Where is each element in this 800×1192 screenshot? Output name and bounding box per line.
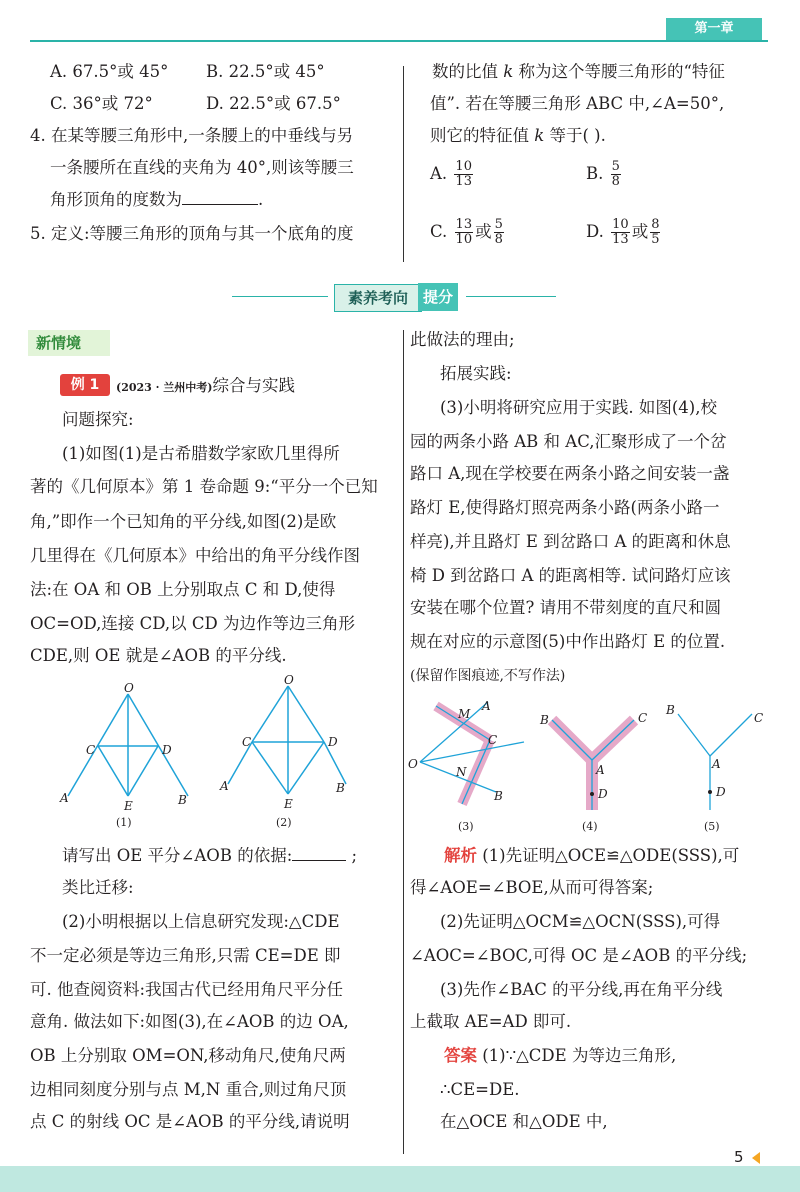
- left-para2-2: (2)小明根据以上信息研究发现:△CDE: [62, 912, 340, 931]
- section-banner: [334, 284, 458, 310]
- svg-text:A: A: [220, 779, 229, 793]
- analysis-line6: 上截取 AE=AD 即可.: [410, 1012, 572, 1031]
- figure-3: [408, 696, 532, 836]
- left-para-2: 著的《几何原本》第 1 卷命题 9:“平分一个已知: [30, 477, 378, 496]
- svg-text:B: B: [494, 789, 503, 803]
- svg-text:O: O: [284, 673, 294, 687]
- q5-option-b: B. $\frac{5}{8}$: [586, 159, 620, 189]
- banner-line-left: [232, 296, 328, 297]
- analysis-line2: 得∠AOE=∠BOE,从而可得答案;: [410, 878, 654, 897]
- option-c: C. 36°或 72°: [50, 94, 153, 113]
- example-heading: (2023 · 兰州中考)综合与实践: [116, 376, 296, 395]
- q5-option-a: A. $\frac{10}{13}$: [430, 159, 472, 189]
- svg-text:E: E: [124, 799, 133, 813]
- svg-text:A: A: [482, 699, 491, 713]
- right-para-6: 样亮),并且路灯 E 到岔路口 A 的距离和休息: [410, 532, 731, 551]
- right-para-7: 椅 D 到岔路口 A 的距离相等. 试问路灯应该: [410, 566, 731, 585]
- q5-option-c: C. $\frac{13}{10}$ 或 $\frac{5}{8}$: [430, 217, 503, 247]
- left-para-1: (1)如图(1)是古希腊数学家欧几里得所: [62, 444, 340, 463]
- svg-text:C: C: [488, 733, 498, 747]
- svg-text:D: D: [716, 785, 726, 799]
- figure-2: [218, 673, 348, 831]
- right-para-2: (3)小明将研究应用于实践. 如图(4),校: [440, 398, 717, 417]
- left-para2-3: 不一定必须是等边三角形,只需 CE=DE 即: [30, 946, 341, 965]
- svg-text:(1): (1): [116, 816, 132, 829]
- example-badge: 例 1: [60, 374, 110, 396]
- svg-text:C: C: [86, 743, 96, 757]
- right-para-9: 规在对应的示意图(5)中作出路灯 E 的位置.: [410, 632, 726, 651]
- svg-text:B: B: [178, 793, 187, 807]
- right-para-4: 路口 A,现在学校要在两条小路之间安装一盏: [410, 464, 730, 483]
- banner-part1: 素养考向: [334, 284, 422, 312]
- svg-text:N: N: [456, 765, 467, 779]
- section-tag: 新情境: [28, 330, 110, 356]
- svg-text:D: D: [162, 743, 172, 757]
- banner-line-right: [466, 296, 556, 297]
- svg-text:D: D: [598, 787, 608, 801]
- page-arrow-icon: [752, 1152, 760, 1164]
- q5-line4: 则它的特征值 k 等于( ).: [430, 126, 606, 145]
- left-para-3: 角,”即作一个已知角的平分线,如图(2)是欧: [30, 512, 337, 531]
- svg-text:D: D: [328, 735, 338, 749]
- right-para-3: 园的两条小路 AB 和 AC,汇聚形成了一个岔: [410, 432, 727, 451]
- answer-line3: 在△OCE 和△ODE 中,: [440, 1112, 608, 1131]
- header-rule: [30, 40, 768, 42]
- svg-text:(5): (5): [704, 820, 720, 833]
- column-divider-top: [403, 66, 404, 262]
- right-para-0: 此做法的理由;: [410, 330, 515, 349]
- svg-text:A: A: [596, 763, 605, 777]
- figure-5: [664, 702, 784, 836]
- left-para2-7: 边相同刻度分别与点 M,N 重合,则过角尺顶: [30, 1080, 347, 1099]
- left-para-7: CDE,则 OE 就是∠AOB 的平分线.: [30, 646, 287, 665]
- svg-text:A: A: [60, 791, 69, 805]
- svg-text:(3): (3): [458, 820, 474, 833]
- answer-line1: 答案 (1)∵△CDE 为等边三角形,: [444, 1046, 677, 1065]
- svg-text:B: B: [540, 713, 549, 727]
- question-5-line1: 5. 定义:等腰三角形的顶角与其一个底角的度: [30, 224, 354, 243]
- right-para-10: (保留作图痕迹,不写作法): [410, 668, 566, 684]
- left-para-0: 问题探究:: [62, 410, 134, 429]
- left-para-5: 法:在 OA 和 OB 上分别取点 C 和 D,使得: [30, 580, 336, 599]
- right-para-5: 路灯 E,使得路灯照亮两条小路(两条小路一: [410, 498, 720, 517]
- svg-text:C: C: [638, 711, 648, 725]
- analysis-line5: (3)先作∠BAC 的平分线,再在角平分线: [440, 980, 723, 999]
- q5-line2: 数的比值 k 称为这个等腰三角形的“特征: [432, 62, 725, 81]
- left-para2-1: 类比迁移:: [62, 878, 134, 897]
- left-para2-5: 意角. 做法如下:如图(3),在∠AOB 的边 OA,: [30, 1012, 349, 1031]
- svg-text:M: M: [458, 707, 471, 721]
- option-a: A. 67.5°或 45°: [50, 62, 169, 81]
- q5-option-d: D. $\frac{10}{13}$ 或 $\frac{8}{5}$: [586, 217, 660, 247]
- figure-1: [60, 681, 190, 831]
- question-4-line2: 一条腰所在直线的夹角为 40°,则该等腰三: [50, 158, 354, 177]
- analysis-line3: (2)先证明△OCM≌△OCN(SSS),可得: [440, 912, 721, 931]
- svg-text:O: O: [124, 681, 134, 695]
- question-4-line1: 4. 在某等腰三角形中,一条腰上的中垂线与另: [30, 126, 354, 145]
- right-para-8: 安装在哪个位置? 请用不带刻度的直尺和圆: [410, 598, 722, 617]
- svg-text:B: B: [336, 781, 345, 795]
- right-para-1: 拓展实践:: [440, 364, 512, 383]
- option-d: D. 22.5°或 67.5°: [206, 94, 341, 113]
- option-b: B. 22.5°或 45°: [206, 62, 325, 81]
- left-para2-4: 可. 他查阅资料:我国古代已经用角尺平分任: [30, 980, 344, 999]
- left-para2-6: OB 上分别取 OM=ON,移动角尺,使角尺两: [30, 1046, 346, 1065]
- left-para-4: 几里得在《几何原本》中给出的角平分线作图: [30, 546, 360, 565]
- svg-text:O: O: [408, 757, 418, 771]
- svg-text:C: C: [754, 711, 764, 725]
- svg-text:(2): (2): [276, 816, 292, 829]
- svg-text:B: B: [666, 703, 675, 717]
- svg-text:A: A: [712, 757, 721, 771]
- q5-line3: 值”. 若在等腰三角形 ABC 中,∠A=50°,: [430, 94, 725, 113]
- banner-part2: 提分: [418, 283, 458, 311]
- answer-line2: ∴CE=DE.: [440, 1080, 520, 1099]
- figure-4: [538, 706, 658, 836]
- column-divider-bottom: [403, 330, 404, 1154]
- svg-text:C: C: [242, 735, 252, 749]
- page-number: 5: [734, 1148, 744, 1166]
- left-para2-0: 请写出 OE 平分∠AOB 的依据: ;: [62, 846, 358, 865]
- left-para2-8: 点 C 的射线 OC 是∠AOB 的平分线,请说明: [30, 1112, 350, 1131]
- footer-band: [0, 1166, 800, 1192]
- left-para-6: OC=OD,连接 CD,以 CD 为边作等边三角形: [30, 614, 355, 633]
- chapter-tab: 第一章: [666, 18, 762, 40]
- analysis-line1: 解析 (1)先证明△OCE≌△ODE(SSS),可: [444, 846, 740, 865]
- analysis-line4: ∠AOC=∠BOC,可得 OC 是∠AOB 的平分线;: [410, 946, 748, 965]
- svg-text:E: E: [284, 797, 293, 811]
- question-4-line3: 角形顶角的度数为 .: [50, 190, 264, 209]
- svg-text:(4): (4): [582, 820, 598, 833]
